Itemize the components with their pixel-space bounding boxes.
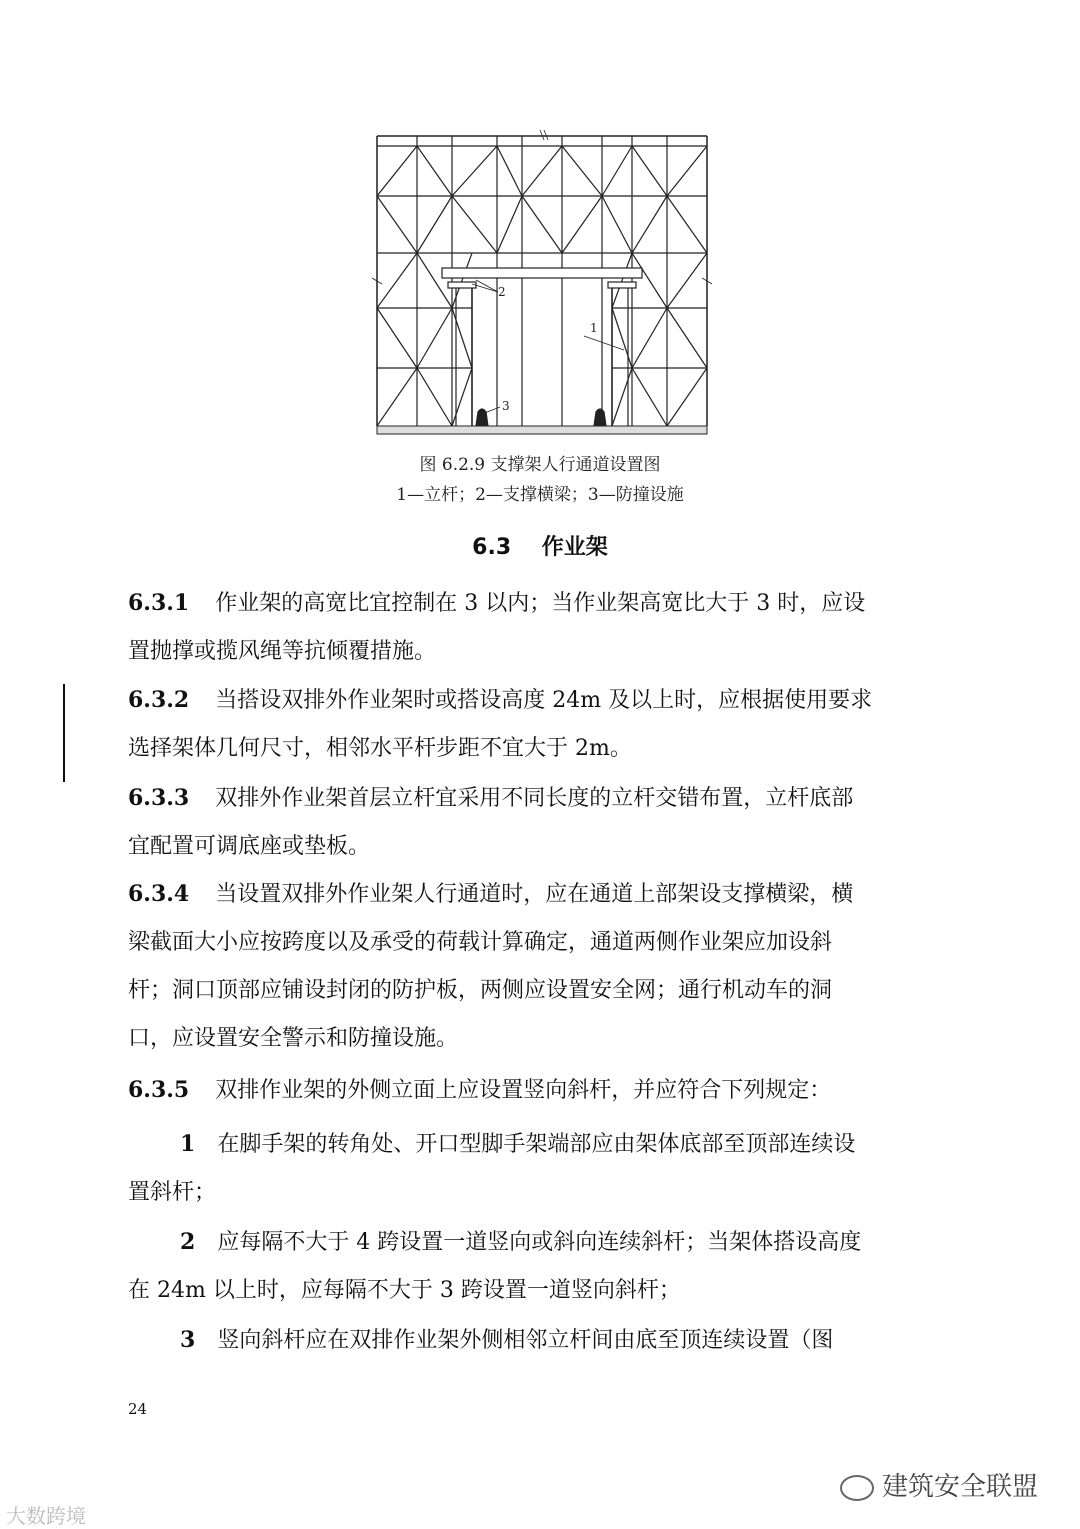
scaffold-member	[377, 253, 417, 308]
scaffold-member	[612, 253, 632, 308]
item-number: 3	[180, 1327, 196, 1353]
scaffold-member	[667, 308, 707, 368]
item-number: 2	[180, 1229, 196, 1255]
list-item-1: 1 在脚手架的转角处、开口型脚手架端部应由架体底部至顶部连续设 置斜杆；	[128, 1120, 948, 1217]
clause-6-3-5: 6.3.5 双排作业架的外侧立面上应设置竖向斜杆，并应符合下列规定：	[128, 1077, 832, 1103]
ground-strip	[377, 426, 707, 434]
scaffold-member	[562, 146, 602, 196]
scaffold-member	[452, 196, 497, 253]
figure-label-2: 2	[498, 285, 506, 299]
scaffold-member	[452, 253, 472, 308]
scaffold-figure	[372, 128, 712, 438]
scaffold-member	[632, 308, 667, 368]
scaffold-member	[667, 368, 707, 426]
scaffold-member	[612, 308, 632, 368]
scaffold-beam	[448, 282, 476, 288]
scaffold-member	[417, 196, 452, 253]
clause-number: 6.3.5	[128, 1077, 190, 1103]
figure-label-1: 1	[590, 321, 598, 335]
scaffold-beam	[608, 282, 636, 288]
scaffold-member	[522, 146, 562, 196]
scaffold-member	[612, 368, 632, 426]
clause-number: 6.3.1	[128, 590, 190, 616]
revision-bar	[63, 684, 65, 782]
scaffold-member	[497, 196, 522, 253]
clause-6-3-4: 6.3.4 当设置双排外作业架人行通道时，应在通道上部架设支撑横梁，横 梁截面大小应按跨度以及承受的荷载计算确定，通道两侧作业架应加设斜 杆；洞口顶部应铺设封闭的防护板，两侧应设置安全网；通行机动车的洞 口，应设置安全警示和防撞设施。	[128, 881, 854, 1051]
scaffold-member	[584, 336, 624, 350]
figure-legend: 1—立杆；2—支撑横梁；3—防撞设施	[396, 485, 684, 505]
scaffold-member	[667, 196, 707, 253]
item-number: 1	[180, 1131, 196, 1157]
scaffold-member	[632, 368, 667, 426]
figure-label-3: 3	[502, 399, 510, 413]
page-number: 24	[128, 1400, 148, 1418]
scaffold-member	[540, 130, 544, 140]
section-heading	[0, 530, 1080, 561]
scaffold-member	[377, 368, 417, 426]
scaffold-member	[632, 196, 667, 253]
clause-6-3-3: 6.3.3 双排外作业架首层立杆宜采用不同长度的立杆交错布置，立杆底部 宜配置可调底座或垫板。	[128, 785, 854, 859]
list-item-2: 2 应每隔不大于 4 跨设置一道竖向或斜向连续斜杆；当架体搭设高度 在 24m 以上时，应每隔不大于 3 跨设置一道竖向斜杆；	[128, 1218, 948, 1315]
scaffold-beam	[442, 268, 642, 278]
clause-6-3-2: 6.3.2 当搭设双排外作业架时或搭设高度 24m 及以上时，应根据使用要求 选择架体几何尺寸，相邻水平杆步距不宜大于 2m。	[128, 687, 873, 761]
scaffold-member	[602, 146, 632, 196]
watermark-right: 建筑安全联盟	[840, 1466, 1038, 1503]
scaffold-member	[452, 368, 472, 426]
scaffold-member	[544, 130, 548, 140]
scaffold-member	[632, 146, 667, 196]
section-title: 作业架	[541, 535, 608, 560]
clause-6-3-1: 6.3.1 作业架的高宽比宜控制在 3 以内；当作业架高宽比大于 3 时，应设 置抛撑或揽风绳等抗倾覆措施。	[128, 590, 866, 664]
scaffold-member	[522, 196, 562, 253]
watermark-left: 大数跨境	[6, 1504, 86, 1528]
clause-number: 6.3.2	[128, 687, 190, 713]
wechat-icon	[840, 1475, 874, 1501]
list-item-3: 3 竖向斜杆应在双排作业架外侧相邻立杆间由底至顶连续设置（图	[128, 1316, 948, 1365]
section-number: 6.3	[472, 535, 512, 560]
bollard	[476, 409, 488, 426]
figure-caption: 图 6.2.9 支撑架人行通道设置图	[419, 455, 661, 475]
scaffold-member	[632, 253, 667, 308]
scaffold-member	[602, 196, 632, 253]
scaffold-member	[377, 196, 417, 253]
scaffold-member	[667, 253, 707, 308]
scaffold-member	[417, 368, 452, 426]
scaffold-member	[377, 308, 417, 368]
clause-number: 6.3.4	[128, 881, 190, 907]
scaffold-member	[417, 146, 452, 196]
scaffold-member	[417, 253, 452, 308]
scaffold-member	[452, 308, 472, 368]
scaffold-member	[497, 146, 522, 196]
scaffold-member	[452, 146, 497, 196]
scaffold-member	[667, 146, 707, 196]
scaffold-member	[417, 308, 452, 368]
scaffold-member	[377, 146, 417, 196]
scaffold-member	[562, 196, 602, 253]
bollard	[594, 409, 606, 426]
clause-number: 6.3.3	[128, 785, 190, 811]
scaffold-drawing	[372, 128, 712, 438]
